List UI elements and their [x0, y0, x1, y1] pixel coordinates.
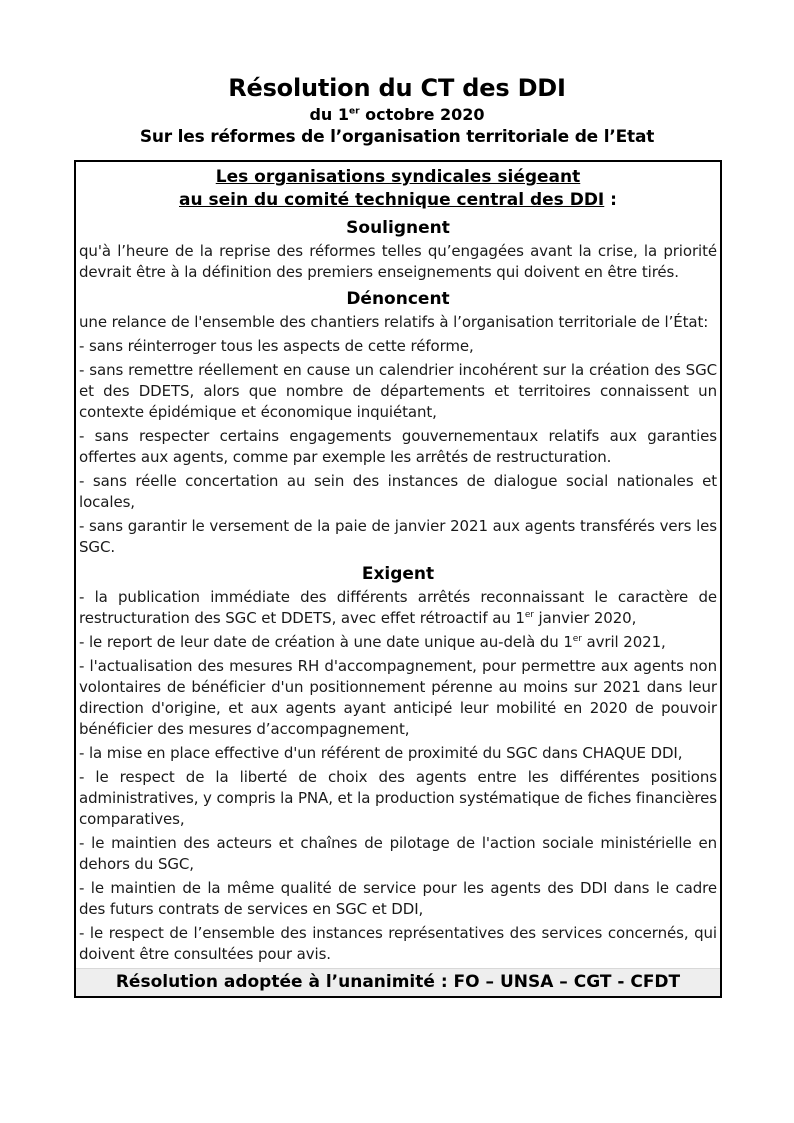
bullet-item: - sans garantir le versement de la paie de janvier 2021 aux agents transférés vers les SGC.: [79, 516, 717, 556]
adoption-banner: Résolution adoptée à l’unanimité : FO – UNSA – CGT - CFDT: [76, 968, 720, 996]
page-title: Résolution du CT des DDI: [228, 74, 566, 102]
document-subtitle: Sur les réformes de l’organisation territoriale de l’Etat: [139, 127, 655, 147]
section-denoncent: [76, 289, 720, 558]
section-exigent: [76, 564, 720, 965]
text-run: janvier 2020,: [533, 608, 637, 627]
section-heading: Soulignent: [346, 217, 450, 238]
text-run: octobre 2020: [359, 105, 485, 124]
bullet-item: - le respect de la liberté de choix des agents entre les différentes positions administratives, y compris la PNA, et la production systématique de fiches financières comparatives,: [79, 767, 717, 828]
resolution-box: [74, 160, 722, 998]
section-heading: Dénoncent: [346, 288, 450, 309]
text-run: avril 2021,: [581, 632, 666, 651]
bullet-item: - l'actualisation des mesures RH d'accompagnement, pour permettre aux agents non volontaires de bénéficier d'un positionnement pérenne au moins sur 2021 dans leur direction d'origine, et aux agents ayant anticipé leur mobilité en 2020 de pouvoir bénéficier des mesures d’accompagnement,: [79, 656, 717, 738]
text-run: - la publication immédiate des différents arrêtés reconnaissant le caractère de restructuration des SGC et DDETS, avec effet rétroactif au 1: [79, 587, 717, 627]
text-run: - le report de leur date de création à une date unique au-delà du 1: [79, 632, 573, 651]
superscript-ordinal: er: [524, 609, 534, 620]
paragraph: qu'à l’heure de la reprise des réformes telles qu’engagées avant la crise, la priorité devrait être à la définition des premiers enseignements qui doivent en être tirés.: [79, 241, 717, 281]
box-heading: [76, 166, 720, 212]
bullet-item: [76, 587, 720, 629]
bullet-item: - sans respecter certains engagements gouvernementaux relatifs aux garanties offertes aux agents, comme par exemple les arrêtés de restructuration.: [79, 426, 717, 466]
superscript-ordinal: er: [349, 106, 360, 117]
section-heading: Exigent: [361, 563, 435, 584]
box-heading-colon: :: [604, 189, 617, 210]
bullet-item: - sans remettre réellement en cause un calendrier incohérent sur la création des SGC et des DDETS, alors que nombre de départements et territoires connaissent un contexte épidémique et économique inquiétant,: [79, 360, 717, 421]
bullet-item: - le maintien des acteurs et chaînes de pilotage de l'action sociale ministérielle en dehors du SGC,: [79, 833, 717, 873]
box-heading-line2: au sein du comité technique central des DDI: [179, 189, 605, 210]
box-heading-line1: Les organisations syndicales siégeant: [215, 167, 581, 187]
text-run: du 1: [309, 105, 349, 124]
document-header: [0, 74, 794, 147]
bullet-item: - le maintien de la même qualité de service pour les agents des DDI dans le cadre des futurs contrats de services en SGC et DDI,: [79, 878, 717, 918]
paragraph: une relance de l'ensemble des chantiers relatifs à l’organisation territoriale de l’État:: [79, 312, 709, 331]
bullet-item: - sans réinterroger tous les aspects de cette réforme,: [79, 336, 474, 355]
bullet-item: - sans réelle concertation au sein des instances de dialogue social nationales et locales,: [79, 471, 717, 511]
superscript-ordinal: er: [572, 633, 582, 644]
document-date: [0, 105, 794, 124]
section-soulignent: [76, 218, 720, 283]
bullet-item: - le respect de l’ensemble des instances représentatives des services concernés, qui doivent être consultées pour avis.: [79, 923, 717, 963]
bullet-item: - la mise en place effective d'un référent de proximité du SGC dans CHAQUE DDI,: [79, 743, 683, 762]
bullet-item: [76, 632, 720, 653]
